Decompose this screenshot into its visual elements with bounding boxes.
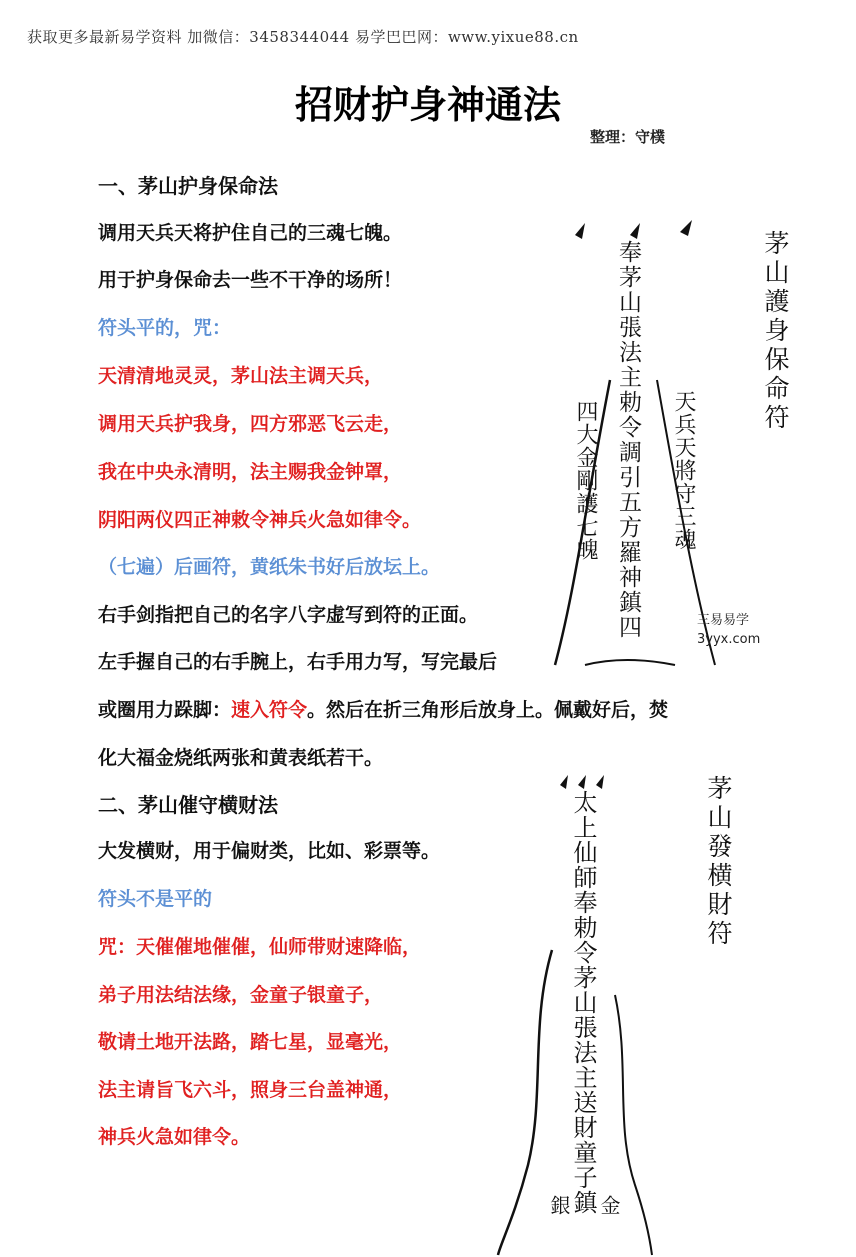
section1-chant-line: 阴阳两仪四正神敕令神兵火急如律令。 [98,509,422,531]
watermark-name: 三易易学 [697,613,750,628]
talisman1-right-text: 天兵天將守三魂 [671,390,696,551]
section2-chant-line: 咒：天催催地催催，仙师带财速降临， [98,936,422,958]
section1-heading: 一、茅山护身保命法 [98,174,278,198]
section1-para1: 调用天兵天将护住自己的三魂七魄。 [98,222,403,244]
section2-chant-line: 敬请土地开法路，踏七星，显毫光， [98,1031,403,1053]
talisman1-label: 茅山護身保命符 [761,230,790,433]
talisman2-silver-text: 銀 [547,1195,571,1219]
page-title: 招财护身神通法 [294,83,561,127]
section1-para8: 化大福金烧纸两张和黄表纸若干。 [98,747,384,769]
section1-para5: 右手剑指把自己的名字八字虚写到符的正面。 [98,604,479,626]
section1-chant-line: 调用天兵护我身，四方邪恶飞云走， [98,413,403,435]
section2-heading: 二、茅山催守横财法 [98,793,278,817]
talisman2-gold-text: 金 [597,1195,621,1219]
editor-credit: 整理：守樸 [590,128,666,146]
section2-chant-line: 法主请旨飞六斗，照身三台盖神通， [98,1079,403,1101]
section1-chant-line: 天清清地灵灵，茅山法主调天兵， [98,365,384,387]
section1-para2: 用于护身保命去一些不干净的场所！ [98,269,403,291]
watermark-url: 3yyx.com [697,632,761,647]
section2-chant-line: 神兵火急如律令。 [98,1126,251,1148]
talisman1-left-text: 四大金剛護七魄 [573,400,598,561]
para7-start: 或圈用力跺脚： [98,699,232,721]
section1-chant-intro: 符头平的，咒： [98,317,232,339]
site-watermark [697,611,760,649]
para7-end: 。然后在折三角形后放身上。佩戴好后，焚 [307,699,669,721]
section1-note: （七遍）后画符，黄纸朱书好后放坛上。 [98,556,441,578]
talisman2-center-text: 太上仙師奉勅令茅山張法主送財童子鎮 [569,790,597,1215]
promo-header: 获取更多最新易学资料 加微信：3458344044 易学巴巴网：www.yixue88.cn [27,28,579,46]
section1-chant-line: 我在中央永清明，法主赐我金钟罩， [98,461,403,483]
talisman2-label: 茅山發横財符 [704,775,733,949]
talisman1-center-text: 奉茅山張法主勅令調引五方羅神鎮四 [615,240,641,640]
section1-para7 [98,695,668,722]
section2-para1: 大发横财，用于偏财类，比如、彩票等。 [98,840,441,862]
section1-para6: 左手握自己的右手腕上，右手用力写，写完最后 [98,651,498,673]
section2-note: 符头不是平的 [98,888,213,910]
para7-command: 速入符令 [231,699,308,721]
section2-chant-line: 弟子用法结法缘，金童子银童子， [98,984,384,1006]
